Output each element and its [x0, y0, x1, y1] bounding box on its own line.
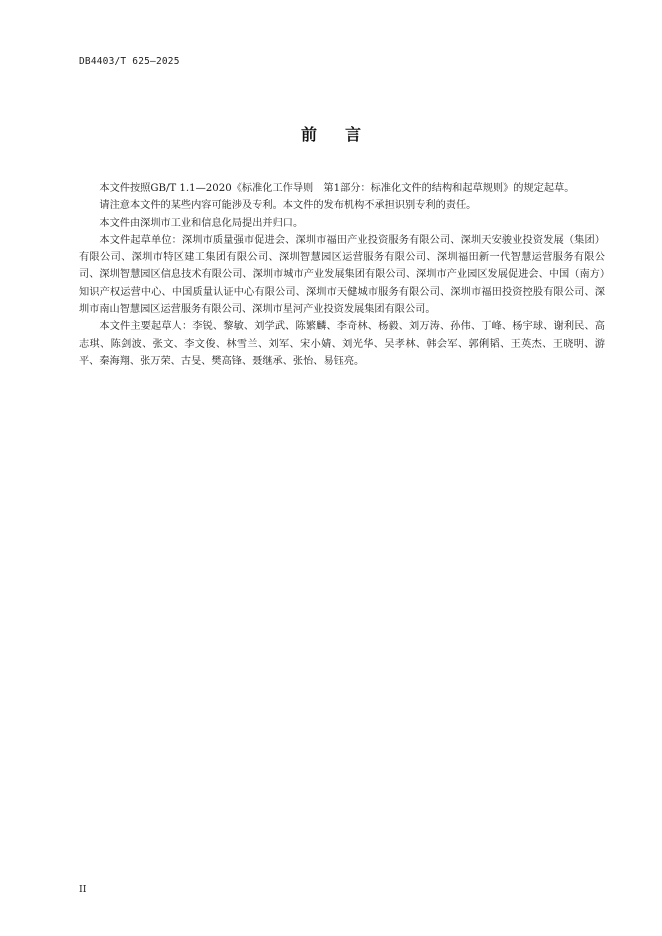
page-title: 前言: [300, 125, 389, 144]
foreword-body: [79, 180, 605, 370]
paragraph-drafters: 本文件主要起草人：李锐、黎敏、刘学武、陈繁麟、李奇林、杨毅、刘万涛、孙伟、丁峰、杨宇球、谢利民、高志琪、陈剑波、张文、李文俊、林雪兰、刘军、宋小婧、刘光华、吴孝林、韩会军、郭俐韬、王英杰、王晓明、游平、秦海翔、张万荣、古旻、樊高锋、聂继承、张怡、易钰亮。: [79, 321, 605, 367]
page-number: II: [79, 884, 87, 895]
paragraph-proposer: 本文件由深圳市工业和信息化局提出并归口。: [99, 217, 304, 229]
document-code: DB4403/T 625—2025: [79, 56, 180, 67]
paragraph-patent-notice: 请注意本文件的某些内容可能涉及专利。本文件的发布机构不承担识别专利的责任。: [99, 200, 477, 212]
paragraph-drafting-units: 本文件起草单位：深圳市质量强市促进会、深圳市福田产业投资服务有限公司、深圳天安骏业投资发展（集团）有限公司、深圳市特区建工集团有限公司、深圳智慧园区运营服务有限公司、深圳福田新一代智慧运营服务有限公司、深圳智慧园区信息技术有限公司、深圳市城市产业发展集团有限公司、深圳市产业园区发展促进会、中国（南方）知识产权运营中心、中国质量认证中心有限公司、深圳市天健城市服务有限公司、深圳市福田投资控股有限公司、深圳市南山智慧园区运营服务有限公司、深圳市星河产业投资发展集团有限公司。: [79, 234, 605, 316]
paragraph-standard-basis: 本文件按照GB/T 1.1—2020《标准化工作导则 第1部分：标准化文件的结构和起草规则》的规定起草。: [99, 183, 575, 194]
